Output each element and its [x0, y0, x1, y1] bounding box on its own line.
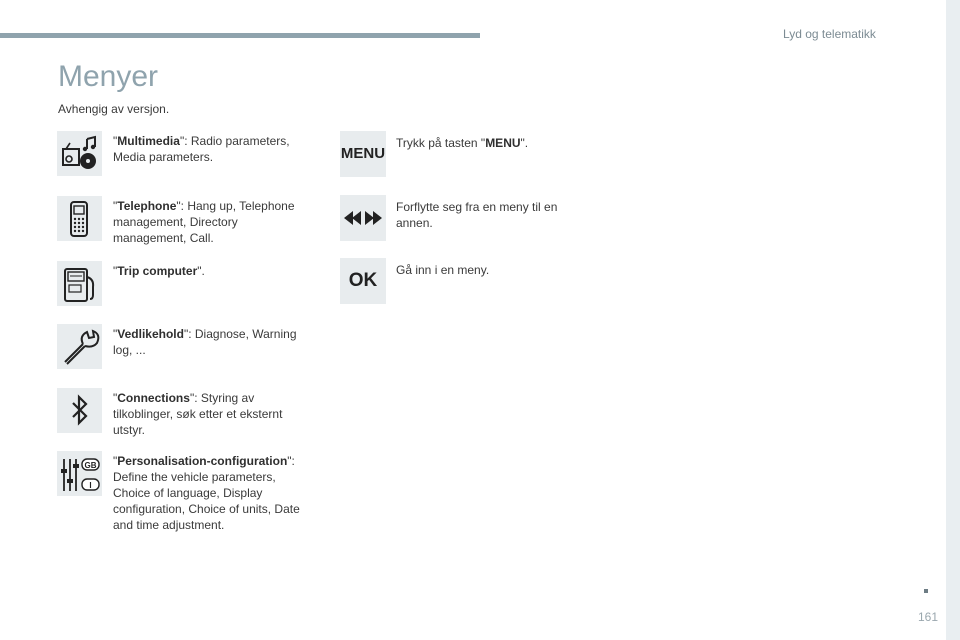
multimedia-icon [57, 131, 102, 176]
control-text: Forflytte seg fra en meny til en annen. [396, 200, 558, 230]
page-title: Menyer [58, 60, 159, 93]
svg-text:I: I [89, 481, 92, 490]
menu-item-text: "Trip computer". [113, 264, 205, 278]
control-text: Trykk på tasten "MENU". [396, 136, 529, 150]
arrows-icon [340, 195, 386, 241]
menu-item-text: "Multimedia": Radio parameters, Media parameters. [113, 134, 290, 164]
header-rule [0, 33, 480, 38]
wrench-icon [57, 324, 102, 369]
bluetooth-icon [57, 388, 102, 433]
side-strip [946, 0, 960, 640]
svg-text:GB: GB [84, 461, 97, 470]
menu-key-icon: MENU [340, 131, 386, 177]
menu-item-text: "Personalisation-configuration": Define the vehicle parameters, Choice of language, Display configuration, Choice of units, Date and time adjustment. [113, 454, 300, 532]
page-number: 161 [917, 610, 938, 624]
section-title: Lyd og telematikk [783, 27, 876, 41]
menu-item-text: "Telephone": Hang up, Telephone management, Directory management, Call. [113, 199, 295, 245]
settings-sliders-icon [57, 451, 102, 496]
page-marker [924, 589, 928, 593]
menu-item-text: "Connections": Styring av tilkoblinger, søk etter et eksternt utstyr. [113, 391, 283, 437]
intro-text: Avhengig av versjon. [58, 102, 170, 116]
control-text: Gå inn i en meny. [396, 263, 490, 277]
ok-key-icon: OK [340, 258, 386, 304]
telephone-icon [57, 196, 102, 241]
menu-item-text: "Vedlikehold": Diagnose, Warning log, ... [113, 327, 297, 357]
trip-computer-icon [57, 261, 102, 306]
